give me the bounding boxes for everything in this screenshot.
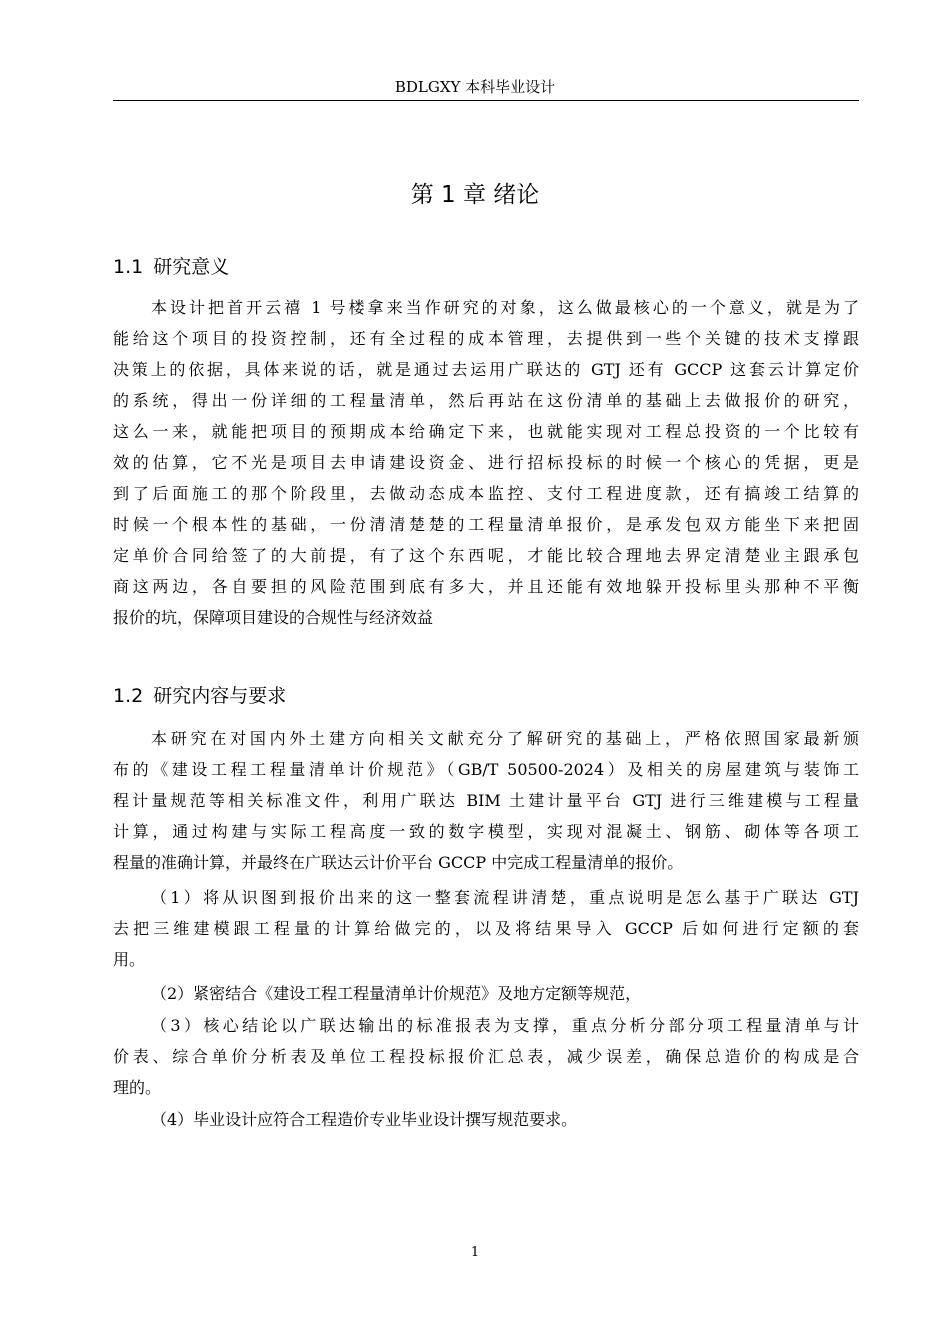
section-heading-1-1 — [113, 254, 229, 280]
paragraph-research-content — [113, 723, 859, 878]
page-number: 1 — [470, 1245, 480, 1260]
list-item-1 — [113, 882, 859, 975]
paragraph-line: （1）将从识图到报价出来的这一整套流程讲清楚，重点说明是怎么基于广联达 GTJ — [151, 888, 859, 907]
paragraph-line: 程计量规范等相关标准文件，利用广联达 BIM 土建计量平台 GTJ 进行三维建模与工程量 — [113, 791, 859, 810]
paragraph-line: 决策上的依据，具体来说的话，就是通过去运用广联达的 GTJ 还有 GCCP 这套云计算定价 — [113, 360, 859, 379]
paragraph-line: （4）毕业设计应符合工程造价专业毕业设计撰写规范要求。 — [151, 1110, 578, 1129]
paragraph-line: 效的估算，它不光是项目去申请建设资金、进行招标投标的时候一个核心的凭据，更是 — [113, 453, 859, 472]
paragraph-line: 到了后面施工的那个阶段里，去做动态成本监控、支付工程进度款，还有搞竣工结算的 — [113, 484, 859, 503]
paragraph-line: 本研究在对国内外土建方向相关文献充分了解研究的基础上，严格依照国家最新颁 — [151, 729, 859, 748]
paragraph-line: 程量的准确计算，并最终在广联达云计价平台 GCCP 中完成工程量清单的报价。 — [113, 853, 684, 872]
paragraph-line: 的系统，得出一份详细的工程量清单，然后再站在这份清单的基础上去做报价的研究， — [113, 391, 859, 410]
list-item-2 — [113, 978, 859, 1009]
paragraph-line: 去把三维建模跟工程量的计算给做完的，以及将结果导入 GCCP 后如何进行定额的套 — [113, 919, 859, 938]
section-title-text: 研究内容与要求 — [153, 685, 287, 707]
paragraph-line: 这么一来，就能把项目的预期成本给确定下来，也就能实现对工程总投资的一个比较有 — [113, 422, 859, 441]
section-number: 1.2 — [113, 685, 144, 707]
paragraph-research-significance — [113, 292, 859, 633]
paragraph-line: 理的。 — [113, 1078, 162, 1097]
paragraph-line: 报价的坑，保障项目建设的合规性与经济效益 — [113, 608, 434, 627]
page-header-text: BDLGXY 本科毕业设计 — [394, 78, 556, 96]
paragraph-line: 定单价合同给签了的大前提，有了这个东西呢，才能比较合理地去界定清楚业主跟承包 — [113, 546, 859, 565]
paragraph-line: （3）核心结论以广联达输出的标准报表为支撑，重点分析分部分项工程量清单与计 — [151, 1016, 859, 1035]
section-heading-1-2 — [113, 683, 286, 709]
paragraph-line: 布的《建设工程工程量清单计价规范》（GB/T 50500-2024）及相关的房屋建筑与装饰工 — [113, 760, 859, 779]
header-rule — [113, 100, 859, 101]
paragraph-line: 能给这个项目的投资控制，还有全过程的成本管理，去提供到一些个关键的技术支撑跟 — [113, 329, 859, 348]
paragraph-line: 时候一个根本性的基础，一份清清楚楚的工程量清单报价，是承发包双方能坐下来把固 — [113, 515, 859, 534]
section-title-text: 研究意义 — [153, 256, 230, 278]
list-item-4 — [113, 1104, 859, 1135]
paragraph-line: 计算，通过构建与实际工程高度一致的数字模型，实现对混凝土、钢筋、砌体等各项工 — [113, 822, 859, 841]
paragraph-line: （2）紧密结合《建设工程工程量清单计价规范》及地方定额等规范， — [151, 984, 642, 1003]
paragraph-line: 本设计把首开云禧 1 号楼拿来当作研究的对象，这么做最核心的一个意义，就是为了 — [151, 298, 859, 317]
paragraph-line: 价表、综合单价分析表及单位工程投标报价汇总表，减少误差，确保总造价的构成是合 — [113, 1047, 859, 1066]
paragraph-line: 用。 — [113, 950, 146, 969]
paragraph-line: 商这两边，各自要担的风险范围到底有多大，并且还能有效地躲开投标里头那种不平衡 — [113, 577, 859, 596]
chapter-title: 第 1 章 绪论 — [410, 182, 540, 208]
list-item-3 — [113, 1010, 859, 1103]
section-number: 1.1 — [113, 256, 144, 278]
